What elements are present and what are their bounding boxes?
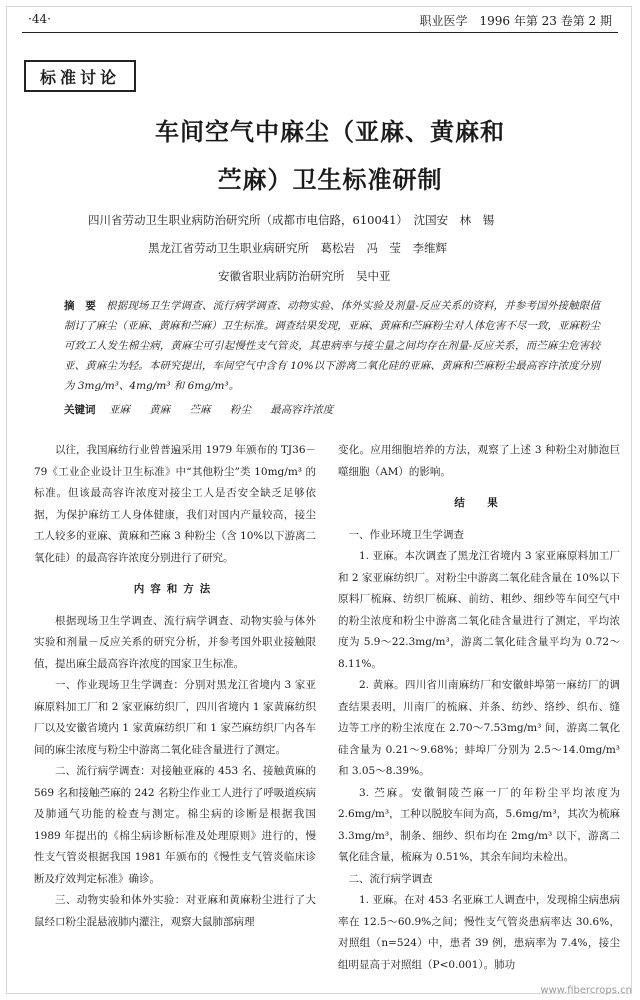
section-tag: 标准讨论 xyxy=(24,60,136,92)
running-header xyxy=(22,10,618,33)
affiliation-3: 安徽省职业病防治研究所 吴中亚 xyxy=(218,269,391,283)
results-heading: 结 果 xyxy=(454,497,504,509)
right-column xyxy=(338,440,620,976)
intro-paragraph: 以往，我国麻纺行业曾普遍采用 1979 年颁布的 TJ36－79《工业企业设计卫生标准》中“其他粉尘”类 10mg/m³ 的标准。但该最高容许浓度对接尘工人是否安全缺乏足够依据，为保护麻纺工人身体健康，我们对国内产量较高，接尘工人较多的亚麻、黄麻和苎麻 3 种粉尘（含 10%以下游离二氧化硅）的最高容许浓度分别进行了研究。 xyxy=(34,444,316,564)
keywords xyxy=(64,402,600,417)
keywords-label: 关键词 xyxy=(64,404,96,416)
results-subheading: 二、流行病学调查 xyxy=(348,872,433,885)
results-paragraph: 3. 苎麻。安徽铜陵苎麻一厂的年粉尘平均浓度为 2.6mg/m³，工种以脱胶车间为高，5.6mg/m³，其次为梳麻 3.3mg/m³，制条、细纱、织布均在 2mg/m³ 以下，游离二氧化硅含量，梳麻为 0.51%，其余车间均未检出。 xyxy=(338,786,620,863)
methods-paragraph: 一、作业现场卫生学调查：分别对黑龙江省境内 3 家亚麻原料加工厂和 2 家亚麻纺织厂，四川省境内 1 家黄麻纺织厂以及安徽省境内 1 家黄麻纺织厂和 1 家苎麻纺织厂内各车间的麻尘浓度与粉尘中游离二氧化硅含量进行了测定。 xyxy=(34,679,316,756)
methods-paragraph: 变化。应用细胞培养的方法，观察了上述 3 种粉尘对肺泡巨噬细胞（AM）的影响。 xyxy=(338,444,620,478)
abstract xyxy=(64,296,600,396)
affiliation-2: 黑龙江省劳动卫生职业病研究所 葛松岩 冯 莹 李维辉 xyxy=(148,241,447,255)
results-paragraph: 1. 亚麻。本次调查了黑龙江省境内 3 家亚麻原料加工厂和 2 家亚麻纺织厂。对粉尘中游离二氧化硅含量在 10%以下原料厂梳麻、纺织厂梳麻、前纺、粗纱、细纱等车间空气中的粉尘浓度和粉尘中游离二氧化硅含量进行了测定，平均浓度为 5.9～22.3mg/m³，游离二氧化硅含量平均为 0.72～8.11%。 xyxy=(338,550,620,670)
results-paragraph: 1. 亚麻。在对 453 名亚麻工人调查中，发现棉尘病患病率在 12.5～60.9%之间；慢性支气管炎患病率达 30.6%，对照组（n=524）中，患者 39 例，患病率为 7.4%，接尘组明显高于对照组（P<0.001）。肺功 xyxy=(338,894,620,971)
results-subheading: 一、作业环境卫生学调查 xyxy=(348,528,464,541)
abstract-label: 摘 要 xyxy=(64,300,96,312)
results-paragraph: 2. 黄麻。四川省川南麻纺厂和安徽蚌埠第一麻纺厂的调查结果表明，川南厂的梳麻、并条、纺纱、络纱、织布、缝边等工序的粉尘浓度在 2.70～7.53mg/m³ 间，游离二氧化硅含量为 0.21～9.68%；蚌埠厂分别为 2.5～14.0mg/m³ 和 3.05～8.39%。 xyxy=(338,679,620,777)
keyword: 亚麻 xyxy=(108,404,130,416)
methods-paragraph: 根据现场卫生学调查、流行病学调查、动物实验与体外实验和剂量－反应关系的研究分析，并参考国外职业接触限值，提出麻尘最高容许浓度的国家卫生标准。 xyxy=(34,614,316,670)
journal-info: 职业医学 1996 年第 23 卷第 2 期 xyxy=(419,14,612,28)
methods-paragraph: 二、流行病学调查：对接触亚麻的 453 名、接触黄麻的 569 名和接触苎麻的 242 名粉尘作业工人进行了呼吸道疾病及肺通气功能的检查与测定。棉尘病的诊断是根据我国 1989 年提出的《棉尘病诊断标准及处理原则》进行的，慢性支气管炎根据我国 1981 年颁布的《慢性支气管炎临床诊断及疗效判定标准》确诊。 xyxy=(34,765,316,885)
page-number: ·44· xyxy=(28,12,51,26)
keyword: 粉尘 xyxy=(229,404,251,416)
keyword: 黄麻 xyxy=(149,404,171,416)
methods-heading: 内容和方法 xyxy=(133,583,217,595)
left-column xyxy=(34,440,316,933)
keyword: 苎麻 xyxy=(189,404,211,416)
title-line-2: 苎麻）卫生标准研制 xyxy=(217,166,443,194)
methods-paragraph: 三、动物实验和体外实验：对亚麻和黄麻粉尘进行了大鼠经口粉尘混悬液肺内灌注，观察大鼠肺部病理 xyxy=(34,894,316,928)
watermark: www.fibercrops.cn xyxy=(540,985,632,996)
title-line-1: 车间空气中麻尘（亚麻、黄麻和 xyxy=(155,118,505,146)
keyword: 最高容许浓度 xyxy=(270,404,334,416)
abstract-text: 根据现场卫生学调查、流行病学调查、动物实验、体外实验及剂量-反应关系的资料，并参考国外接触限值制订了麻尘（亚麻、黄麻和苎麻）卫生标准。调查结果发现，亚麻、黄麻和苎麻粉尘对人体危害不尽一致，亚麻粉尘可致工人发生棉尘病，黄麻尘可引起慢性支气管炎，其患病率与接尘量之间均存在剂量-反应关系，而苎麻尘危害较亚、黄麻尘为轻。本研究提出，车间空气中含有 10%以下游离二氧化硅的亚麻、黄麻和苎麻粉尘最高容许浓度分别为 3mg/m³、4mg/m³ 和 6mg/m³。 xyxy=(64,300,601,392)
affiliation-1: 四川省劳动卫生职业病防治研究所（成都市电信路，610041） 沈国安 林 锡 xyxy=(88,213,495,227)
